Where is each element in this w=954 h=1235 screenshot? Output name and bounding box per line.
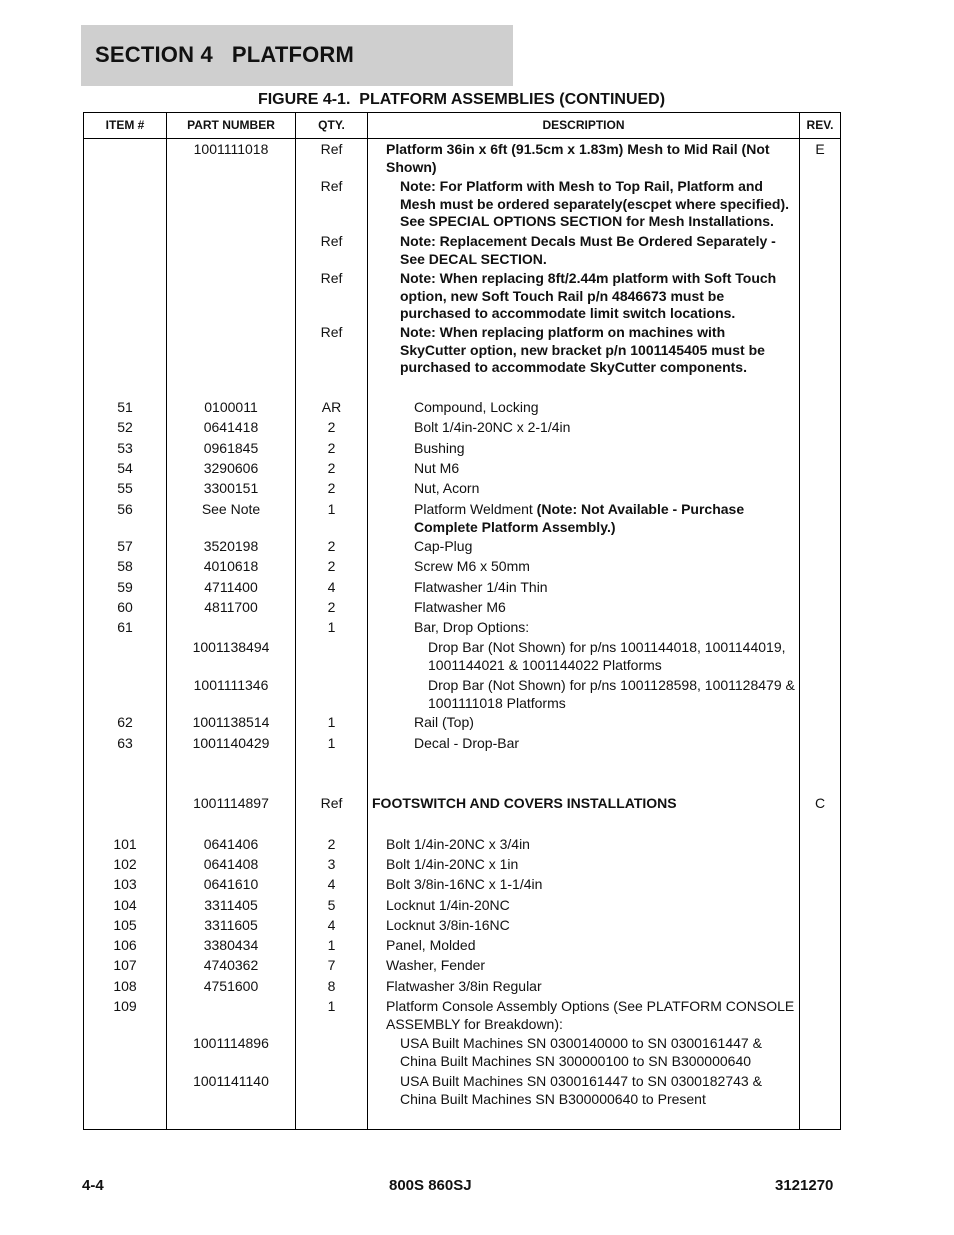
cell-description	[414, 480, 794, 498]
cell-item-number: 63	[117, 735, 133, 751]
cell-part-number: 3520198	[203, 538, 259, 554]
cell-part-number: 1001140429	[192, 735, 270, 751]
description-text: Nut, Acorn	[414, 480, 480, 496]
cell-qty: Ref	[320, 324, 343, 340]
cell-item-number: 101	[113, 836, 137, 852]
cell-part-number: 0641406	[203, 836, 259, 852]
description-text: USA Built Machines SN 0300161447 to SN 0300182743 & China Built Machines SN B300000640 to Present	[400, 1073, 762, 1107]
description-text: Bolt 3/8in-16NC x 1-1/4in	[386, 876, 543, 892]
description-text: Platform Weldment	[414, 501, 533, 517]
cell-item-number: 106	[113, 937, 137, 953]
cell-qty: Ref	[320, 795, 343, 811]
cell-part-number: 1001138494	[192, 639, 270, 655]
cell-item-number: 56	[117, 501, 133, 517]
cell-part-number: 0100011	[204, 399, 258, 415]
cell-description	[386, 856, 796, 874]
header-description: DESCRIPTION	[542, 118, 625, 132]
cell-part-number: 3290606	[203, 460, 259, 476]
description-text: Flatwasher M6	[414, 599, 506, 615]
cell-qty: 4	[327, 876, 336, 892]
cell-part-number: 4811700	[204, 599, 258, 615]
cell-description	[386, 897, 796, 915]
description-text: Decal - Drop-Bar	[414, 735, 520, 751]
cell-description	[372, 795, 792, 813]
description-text: Note: When replacing 8ft/2.44m platform with Soft Touch option, new Soft Touch Rail p/n 4846673 must be purchased to accommodate limit switch locations.	[400, 270, 777, 321]
cell-qty: AR	[321, 399, 342, 415]
cell-qty: 1	[327, 501, 336, 517]
cell-part-number: 1001141140	[193, 1073, 269, 1089]
cell-part-number: 1001111346	[193, 677, 269, 693]
cell-qty: 2	[327, 440, 336, 456]
cell-item-number: 53	[117, 440, 133, 456]
cell-item-number: 104	[113, 897, 137, 913]
description-text: Flatwasher 3/8in Regular	[386, 978, 542, 994]
cell-rev: C	[814, 795, 826, 811]
cell-part-number: 4010618	[203, 558, 259, 574]
description-text: Bar, Drop Options:	[414, 619, 530, 635]
cell-description	[414, 579, 794, 597]
section-header-band	[81, 25, 513, 86]
column-divider	[367, 113, 368, 1129]
cell-qty: 4	[327, 917, 336, 933]
cell-qty: 5	[327, 897, 336, 913]
description-text: Panel, Molded	[386, 937, 476, 953]
cell-rev: E	[815, 141, 825, 157]
page-number: 4-4	[82, 1177, 104, 1194]
cell-description	[414, 714, 794, 732]
cell-part-number: 3300151	[203, 480, 259, 496]
cell-item-number: 58	[117, 558, 133, 574]
cell-item-number: 109	[113, 998, 137, 1014]
cell-description	[414, 501, 794, 536]
cell-description	[386, 957, 796, 975]
cell-description	[414, 399, 794, 417]
cell-description	[400, 178, 795, 231]
cell-description	[414, 440, 794, 458]
cell-qty: 1	[327, 714, 336, 730]
parts-table	[83, 112, 841, 1130]
cell-qty: 8	[327, 978, 336, 994]
cell-part-number: 4740362	[203, 957, 259, 973]
cell-description	[400, 1035, 795, 1070]
cell-description	[400, 233, 795, 268]
cell-part-number: 4751600	[203, 978, 259, 994]
cell-description	[400, 1073, 795, 1108]
description-text: Rail (Top)	[414, 714, 474, 730]
cell-description	[400, 270, 795, 323]
cell-qty: 4	[327, 579, 336, 595]
cell-description	[414, 419, 794, 437]
description-text: Cap-Plug	[414, 538, 473, 554]
header-divider	[84, 138, 840, 139]
model-name: 800S 860SJ	[389, 1177, 472, 1194]
description-text: Drop Bar (Not Shown) for p/ns 1001128598, 1001128479 & 1001111018 Platforms	[428, 677, 795, 711]
cell-item-number: 102	[113, 856, 137, 872]
cell-qty: 2	[327, 460, 336, 476]
cell-part-number: 0641408	[203, 856, 259, 872]
description-text: Note: For Platform with Mesh to Top Rail, Platform and Mesh must be ordered separately(escpet where specified). See SPECIAL OPTIONS SECTION for Mesh Installations.	[400, 178, 790, 229]
cell-description	[428, 639, 796, 674]
cell-description	[414, 599, 794, 617]
cell-description	[386, 876, 796, 894]
description-text: Nut M6	[414, 460, 460, 476]
description-text: Locknut 1/4in-20NC	[386, 897, 510, 913]
cell-part-number: 1001114896	[193, 1035, 269, 1051]
cell-description	[414, 735, 794, 753]
cell-item-number: 51	[117, 399, 133, 415]
cell-part-number: 1001114897	[193, 795, 269, 811]
cell-item-number: 55	[117, 480, 133, 496]
description-note: (Note: Not Available - Purchase Complete Platform Assembly.)	[414, 501, 745, 535]
cell-part-number: 0961845	[203, 440, 259, 456]
figure-title: FIGURE 4-1. PLATFORM ASSEMBLIES (CONTINUED)	[257, 91, 666, 108]
column-divider	[166, 113, 167, 1129]
cell-description	[414, 460, 794, 478]
cell-part-number: 3311605	[204, 917, 258, 933]
cell-qty: 1	[327, 937, 336, 953]
cell-qty: Ref	[320, 141, 343, 157]
description-text: Bolt 1/4in-20NC x 3/4in	[386, 836, 530, 852]
description-text: Bolt 1/4in-20NC x 1in	[386, 856, 519, 872]
cell-qty: 2	[327, 599, 336, 615]
description-text: Bushing	[414, 440, 465, 456]
cell-description	[414, 558, 794, 576]
cell-part-number: See Note	[201, 501, 261, 517]
cell-description	[428, 677, 796, 712]
description-text: Note: Replacement Decals Must Be Ordered Separately - See DECAL SECTION.	[400, 233, 776, 267]
description-text: Note: When replacing platform on machines with SkyCutter option, new bracket p/n 1001145405 must be purchased to accommodate SkyCutter components.	[400, 324, 765, 375]
section-title: SECTION 4 PLATFORM	[95, 42, 355, 67]
description-text: FOOTSWITCH AND COVERS INSTALLATIONS	[372, 795, 677, 811]
cell-part-number: 3380434	[203, 937, 259, 953]
column-divider	[799, 113, 800, 1129]
cell-qty: 2	[327, 558, 336, 574]
description-text: Screw M6 x 50mm	[414, 558, 530, 574]
cell-qty: 2	[327, 419, 336, 435]
description-text: Washer, Fender	[386, 957, 486, 973]
cell-part-number: 3311405	[204, 897, 258, 913]
cell-item-number: 61	[117, 619, 133, 635]
description-text: USA Built Machines SN 0300140000 to SN 0300161447 & China Built Machines SN 300000100 to SN B300000640	[400, 1035, 762, 1069]
cell-item-number: 107	[113, 957, 137, 973]
cell-qty: Ref	[320, 270, 343, 286]
cell-description	[386, 937, 796, 955]
cell-description	[386, 917, 796, 935]
cell-item-number: 62	[117, 714, 133, 730]
cell-qty: 1	[327, 619, 336, 635]
cell-item-number: 105	[113, 917, 137, 933]
header-qty: QTY.	[318, 118, 345, 132]
cell-qty: 2	[327, 538, 336, 554]
cell-item-number: 52	[117, 419, 133, 435]
cell-qty: Ref	[320, 233, 343, 249]
header-part-number: PART NUMBER	[187, 118, 275, 132]
description-text: Bolt 1/4in-20NC x 2-1/4in	[414, 419, 571, 435]
cell-item-number: 60	[117, 599, 133, 615]
cell-description	[414, 619, 794, 637]
cell-item-number: 54	[117, 460, 133, 476]
cell-item-number: 59	[117, 579, 133, 595]
cell-part-number: 4711400	[204, 579, 258, 595]
cell-description	[386, 141, 786, 176]
cell-description	[386, 836, 796, 854]
cell-description	[386, 998, 798, 1033]
cell-item-number: 57	[117, 538, 133, 554]
cell-part-number: 1001111018	[193, 141, 269, 157]
cell-part-number: 0641610	[203, 876, 259, 892]
cell-item-number: 103	[113, 876, 137, 892]
cell-qty: 3	[327, 856, 336, 872]
cell-description	[414, 538, 794, 556]
description-text: Platform 36in x 6ft (91.5cm x 1.83m) Mesh to Mid Rail (Not Shown)	[386, 141, 770, 175]
description-text: Compound, Locking	[414, 399, 539, 415]
cell-qty: 7	[327, 957, 336, 973]
header-item: ITEM #	[105, 118, 145, 132]
cell-qty: 2	[327, 480, 336, 496]
cell-part-number: 1001138514	[192, 714, 270, 730]
cell-item-number: 108	[113, 978, 137, 994]
document-number: 3121270	[775, 1177, 834, 1194]
cell-qty: 2	[327, 836, 336, 852]
cell-description	[386, 978, 796, 996]
cell-qty: Ref	[320, 178, 343, 194]
description-text: Drop Bar (Not Shown) for p/ns 1001144018, 1001144019, 1001144021 & 1001144022 Platforms	[428, 639, 786, 673]
description-text: Platform Console Assembly Options (See PLATFORM CONSOLE ASSEMBLY for Breakdown):	[386, 998, 795, 1032]
description-text: Flatwasher 1/4in Thin	[414, 579, 548, 595]
cell-qty: 1	[327, 735, 336, 751]
cell-part-number: 0641418	[203, 419, 259, 435]
description-text: Locknut 3/8in-16NC	[386, 917, 510, 933]
cell-description	[400, 324, 795, 377]
cell-qty: 1	[327, 998, 336, 1014]
header-rev: REV.	[806, 118, 834, 132]
